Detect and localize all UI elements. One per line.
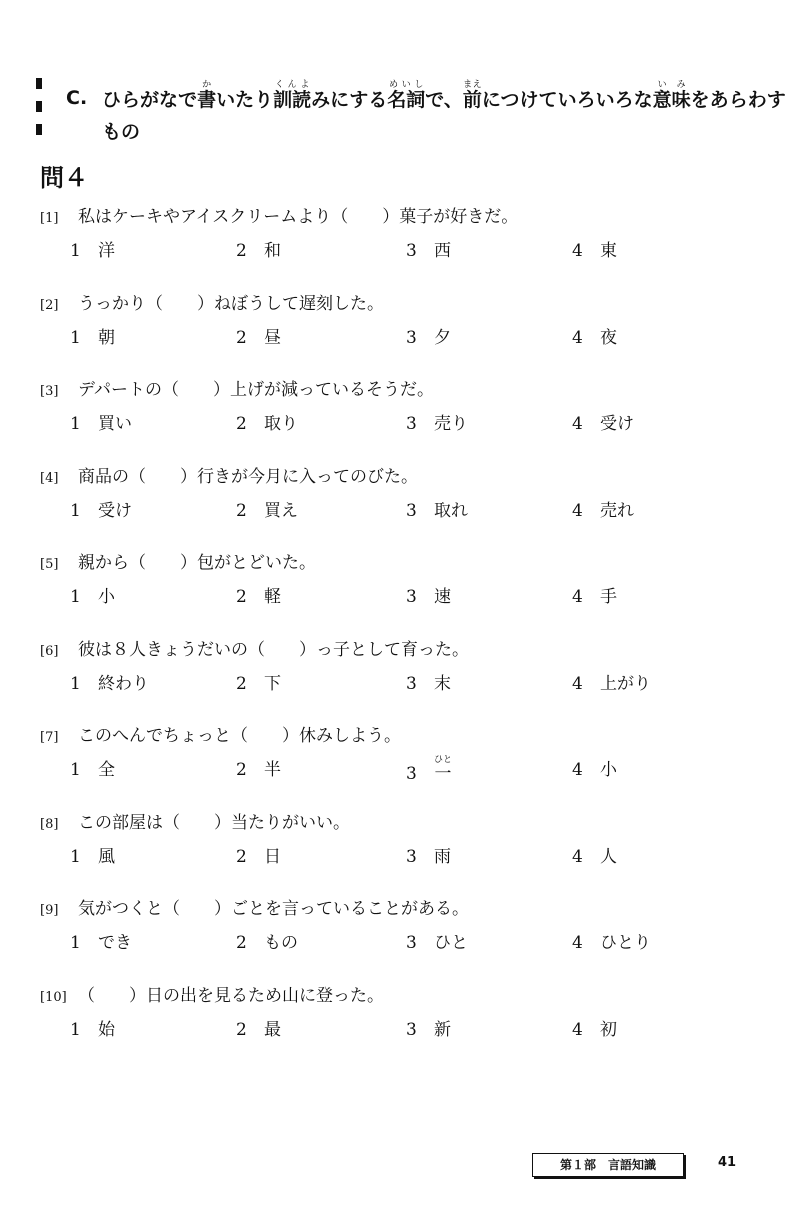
option-text: 夕	[434, 327, 451, 348]
question-item	[0, 462, 800, 542]
answer-options	[70, 323, 770, 353]
option-number: 4	[572, 500, 583, 521]
answer-option[interactable]	[70, 496, 132, 521]
question-text: 彼は８人きょうだいの（ ）っ子として育った。	[78, 639, 469, 660]
question-item	[0, 721, 800, 801]
answer-options	[70, 669, 770, 699]
option-text: 新	[434, 1019, 451, 1040]
question-number: [5]	[40, 557, 59, 572]
option-number: 1	[70, 673, 81, 694]
question-text: うっかり（ ）ねぼうして遅刻した。	[78, 293, 384, 314]
answer-option[interactable]	[406, 323, 451, 348]
answer-options	[70, 496, 770, 526]
answer-option[interactable]	[70, 236, 115, 261]
question-line	[40, 721, 401, 746]
question-line	[40, 894, 469, 919]
option-number: 4	[572, 414, 583, 434]
option-number: 1	[70, 241, 81, 261]
option-text: もの	[264, 933, 298, 953]
option-number: 1	[70, 587, 81, 607]
option-number: 4	[572, 846, 583, 867]
answer-option[interactable]	[236, 409, 298, 434]
question-number: [3]	[40, 384, 59, 399]
option-number: 3	[406, 1019, 417, 1040]
furigana-word: 前まえ	[462, 80, 482, 111]
answer-options	[70, 755, 770, 785]
answer-option[interactable]	[406, 928, 468, 953]
option-number: 1	[70, 500, 81, 521]
question-line	[40, 635, 469, 660]
answer-option[interactable]	[572, 409, 634, 434]
furigana-word: 書か	[197, 80, 217, 111]
answer-option[interactable]	[70, 582, 115, 607]
answer-option[interactable]	[406, 582, 451, 607]
option-number: 2	[236, 500, 247, 521]
question-item	[0, 635, 800, 715]
answer-option[interactable]	[70, 928, 132, 953]
option-number: 1	[70, 760, 81, 780]
bullet-mark	[36, 101, 42, 112]
answer-options	[70, 842, 770, 872]
option-text: ひとり	[600, 933, 651, 953]
option-furigana: ひと	[434, 755, 453, 765]
option-text: 朝	[98, 327, 115, 348]
option-number: 2	[236, 327, 247, 348]
answer-option[interactable]	[406, 842, 451, 867]
answer-option[interactable]	[70, 755, 115, 780]
answer-options	[70, 928, 770, 958]
option-number: 2	[236, 760, 247, 780]
option-number: 4	[572, 327, 583, 348]
option-text: 速	[434, 587, 451, 607]
answer-option[interactable]	[236, 928, 298, 953]
answer-option[interactable]	[572, 236, 617, 261]
option-text: 受け	[98, 500, 132, 521]
answer-options	[70, 236, 770, 266]
question-line	[40, 202, 518, 227]
answer-option[interactable]	[236, 1015, 281, 1040]
answer-option[interactable]	[406, 496, 468, 521]
bullet-mark	[36, 78, 42, 89]
option-text: 初	[600, 1019, 617, 1040]
answer-option[interactable]	[236, 669, 281, 694]
answer-option[interactable]	[572, 496, 634, 521]
option-text: 東	[600, 241, 617, 261]
answer-option[interactable]	[70, 669, 149, 694]
question-item	[0, 981, 800, 1061]
answer-option[interactable]	[572, 582, 617, 607]
option-text: 一ひと	[434, 755, 453, 784]
option-text: 売り	[434, 414, 468, 434]
option-number: 4	[572, 587, 583, 607]
answer-option[interactable]	[236, 496, 298, 521]
answer-options	[70, 1015, 770, 1045]
question-number: [6]	[40, 643, 59, 659]
option-text: 売れ	[600, 500, 634, 521]
option-number: 2	[236, 846, 247, 867]
question-number: [4]	[40, 470, 59, 486]
option-text: 人	[600, 846, 617, 867]
option-text: 終わり	[98, 673, 149, 694]
answer-option[interactable]	[572, 842, 617, 867]
option-number: 3	[406, 241, 417, 261]
section-description-line2: もの	[102, 121, 141, 143]
furigana-word: 意味いみ	[652, 80, 691, 111]
option-text: 洋	[98, 241, 115, 261]
answer-option[interactable]	[406, 236, 451, 261]
option-text: 上がり	[600, 673, 651, 694]
option-number: 3	[406, 673, 417, 694]
answer-option[interactable]	[70, 409, 132, 434]
option-number: 4	[572, 760, 583, 780]
option-number: 3	[406, 933, 417, 953]
option-number: 4	[572, 673, 583, 694]
option-number: 1	[70, 414, 81, 434]
option-number: 2	[236, 414, 247, 434]
answer-option[interactable]	[236, 755, 281, 780]
option-text: 最	[264, 1019, 281, 1040]
section-bullets	[36, 78, 44, 147]
answer-option[interactable]	[572, 1015, 617, 1040]
option-text: 始	[98, 1019, 115, 1040]
page-footer	[532, 1153, 752, 1177]
answer-option[interactable]	[70, 842, 115, 867]
option-number: 2	[236, 933, 247, 953]
footer-section-label: 第１部 言語知識	[532, 1153, 684, 1177]
answer-option[interactable]	[572, 755, 617, 780]
option-text: 雨	[434, 846, 451, 867]
question-line	[40, 981, 384, 1006]
answer-option[interactable]	[236, 323, 281, 348]
option-number: 1	[70, 327, 81, 348]
option-number: 2	[236, 241, 247, 261]
option-text: 末	[434, 673, 451, 694]
option-text: でき	[98, 933, 132, 953]
option-number: 3	[406, 500, 417, 521]
question-number: [8]	[40, 816, 59, 832]
answer-option[interactable]	[572, 669, 651, 694]
question-number: [7]	[40, 730, 59, 745]
option-number: 1	[70, 1019, 81, 1040]
option-number: 2	[236, 587, 247, 607]
option-number: 2	[236, 673, 247, 694]
option-text: 夜	[600, 327, 617, 348]
option-text: 小	[600, 760, 617, 780]
answer-option[interactable]	[406, 669, 451, 694]
option-text: 和	[264, 241, 281, 261]
question-text: 私はケーキやアイスクリームより（ ）菓子が好きだ。	[78, 207, 519, 227]
option-text: ひと	[434, 933, 468, 953]
answer-option[interactable]	[572, 928, 651, 953]
option-number: 3	[406, 327, 417, 348]
option-text: 手	[600, 587, 617, 607]
question-item	[0, 202, 800, 282]
answer-option[interactable]	[406, 755, 452, 784]
option-text: 下	[264, 673, 281, 694]
question-item	[0, 375, 800, 455]
option-text: 受け	[600, 414, 634, 434]
option-text: 日	[264, 846, 281, 867]
option-text: 半	[264, 760, 281, 780]
question-text: 気がつくと（ ）ごとを言っていることがある。	[78, 899, 469, 919]
question-item	[0, 289, 800, 369]
option-text: 買い	[98, 414, 132, 434]
option-text: 取り	[264, 414, 298, 434]
question-text: デパートの（ ）上げが減っているそうだ。	[78, 380, 434, 400]
option-number: 3	[406, 414, 417, 434]
question-number: [10]	[40, 989, 67, 1005]
option-text: 昼	[264, 327, 281, 348]
option-text: 小	[98, 587, 115, 607]
question-line	[40, 289, 384, 314]
question-number: [1]	[40, 211, 59, 226]
option-number: 4	[572, 1019, 583, 1040]
section-description-line1: ひらがなで書かいたり訓読くんよみにする名詞めいしで、前まえにつけていろいろな意味いみをあらわす	[102, 80, 786, 111]
option-number: 3	[406, 587, 417, 607]
option-text: 軽	[264, 587, 281, 607]
option-text: 全	[98, 760, 115, 780]
answer-option[interactable]	[236, 582, 281, 607]
question-item	[0, 548, 800, 628]
option-text: 買え	[264, 500, 298, 521]
option-text: 取れ	[434, 500, 468, 521]
answer-option[interactable]	[236, 236, 281, 261]
option-number: 3	[406, 764, 417, 784]
answer-options	[70, 582, 770, 612]
question-line	[40, 808, 350, 833]
answer-option[interactable]	[406, 1015, 451, 1040]
question-text: この部屋は（ ）当たりがいい。	[78, 812, 350, 833]
option-text: 西	[434, 241, 451, 261]
option-text: 風	[98, 846, 115, 867]
furigana-word: 名詞めいし	[387, 80, 426, 111]
option-number: 4	[572, 241, 583, 261]
option-number: 3	[406, 846, 417, 867]
question-text: 親から（ ）包がとどいた。	[78, 553, 316, 573]
question-item	[0, 894, 800, 974]
problem-title: 問４	[40, 164, 88, 192]
question-line	[40, 375, 434, 400]
option-number: 1	[70, 933, 81, 953]
question-text: （ ）日の出を見るため山に登った。	[78, 985, 384, 1006]
question-line	[40, 548, 316, 573]
question-item	[0, 808, 800, 888]
answer-option[interactable]	[70, 1015, 115, 1040]
question-text: このへんでちょっと（ ）休みしよう。	[78, 726, 401, 746]
bullet-mark	[36, 124, 42, 135]
furigana-word: 訓読くんよ	[273, 80, 312, 111]
question-text: 商品の（ ）行きが今月に入ってのびた。	[78, 466, 418, 487]
option-number: 1	[70, 846, 81, 867]
question-line	[40, 462, 418, 487]
answer-option[interactable]	[70, 323, 115, 348]
answer-option[interactable]	[406, 409, 468, 434]
page-number: 41	[718, 1155, 737, 1170]
option-number: 2	[236, 1019, 247, 1040]
answer-option[interactable]	[236, 842, 281, 867]
answer-options	[70, 409, 770, 439]
section-label: C.	[66, 87, 88, 109]
option-number: 4	[572, 933, 583, 953]
question-number: [9]	[40, 903, 59, 918]
answer-option[interactable]	[572, 323, 617, 348]
question-number: [2]	[40, 297, 59, 313]
